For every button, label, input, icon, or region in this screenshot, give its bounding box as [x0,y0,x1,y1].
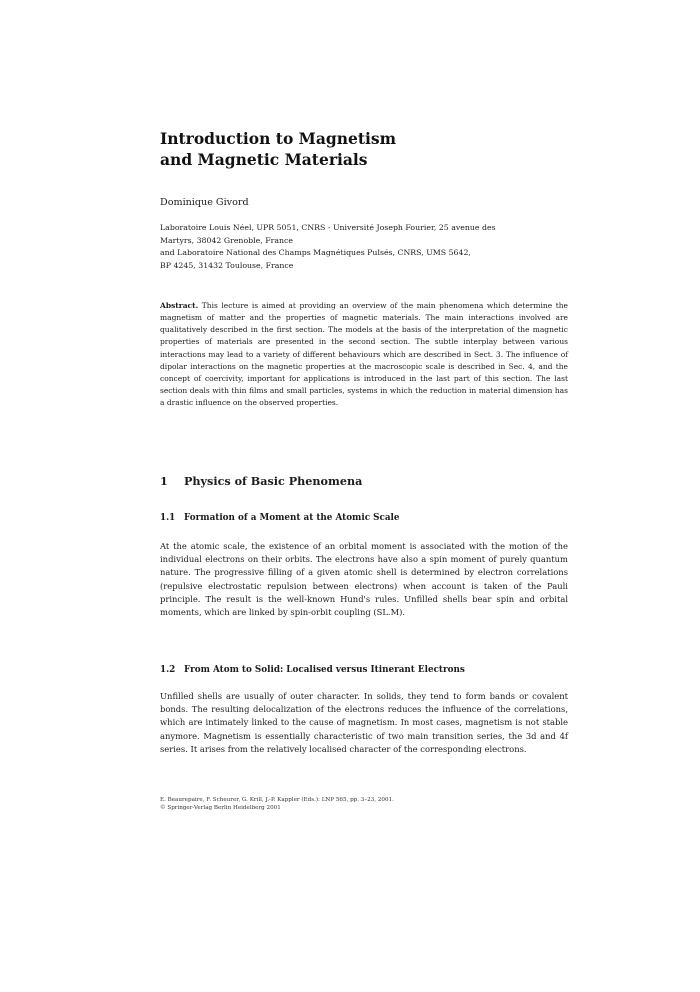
subsection-1-1-body [160,540,568,619]
abstract-text: This lecture is aimed at providing an overview of the main phenomena which determine the magnetism of matter and the properties of magnetic materials. The main interactions involved are qualitatively described in the first section. The models at the basis of the interpretation of the magnetic properties of materials are presented in the second section. The subtle interplay between various interactions may lead to a variety of different behaviours which are described in Sect. 3. The influence of dipolar interactions on the magnetic properties at the macroscopic scale is described in Sec. 4, and the concept of coercivity, important for applications is introduced in the last part of this section. The last section deals with thin films and small particles, systems in which the reduction in material dimension has a drastic influence on the observed properties. [160,301,568,408]
footer-copyright: © Springer-Verlag Berlin Heidelberg 2001 [160,805,281,812]
affiliation-line-1: Laboratoire Louis Néel, UPR 5051, CNRS - Université Joseph Fourier, 25 avenue des [160,223,496,232]
title-line-1: Introduction to Magnetism [160,129,397,148]
abstract-label: Abstract. [160,301,199,310]
affiliation [160,222,568,272]
paragraph: At the atomic scale, the existence of an orbital moment is associated with the motion of the individual electrons on their orbits. The electrons have also a spin moment of purely quantum nature. The progressive filling of a given atomic shell is determined by electron correlations (repulsive electrostatic repulsion between electrons) when account is taken of the Pauli principle. The result is the well-known Hund's rules. Unfilled shells bear spin and orbital moments, which are linked by spin-orbit coupling (SL.M). [160,541,568,618]
subsection-title: Formation of a Moment at the Atomic Scale [184,513,400,523]
subsection-1-2-body [160,690,568,756]
affiliation-line-3: and Laboratoire National des Champs Magnétiques Pulsés, CNRS, UMS 5642, [160,248,471,258]
subsection-number: 1.2 [160,665,176,675]
subsection-number: 1.1 [160,513,176,523]
publication-footer [160,796,568,813]
paper-title [160,128,568,170]
author-name: Dominique Givord [160,197,249,208]
subsection-heading-1-2 [160,664,568,676]
affiliation-line-2: Martyrs, 38042 Grenoble, France [160,235,293,245]
title-line-2: and Magnetic Materials [160,150,368,169]
subsection-title: From Atom to Solid: Localised versus Itinerant Electrons [184,665,465,675]
section-title: Physics of Basic Phenomena [184,474,363,488]
footer-citation: E. Beaurepaire, F. Scheurer, G. Krill, J.-P. Kappler (Eds.): LNP 565, pp. 3–23, 2001. [160,797,394,803]
abstract [160,300,568,409]
paragraph: Unfilled shells are usually of outer character. In solids, they tend to form bands or covalent bonds. The resulting delocalization of the electrons reduces the influence of the correlations, which are intimately linked to the cause of magnetism. In most cases, magnetism is not stable anymore. Magnetism is essentially characteristic of two main transition series, the 3d and 4f series. It arises from the relatively localised character of the corresponding electrons. [160,691,568,754]
section-heading [160,474,568,488]
subsection-heading-1-1 [160,512,568,524]
affiliation-line-4: BP 4245, 31432 Toulouse, France [160,260,294,270]
section-number: 1 [160,474,168,488]
